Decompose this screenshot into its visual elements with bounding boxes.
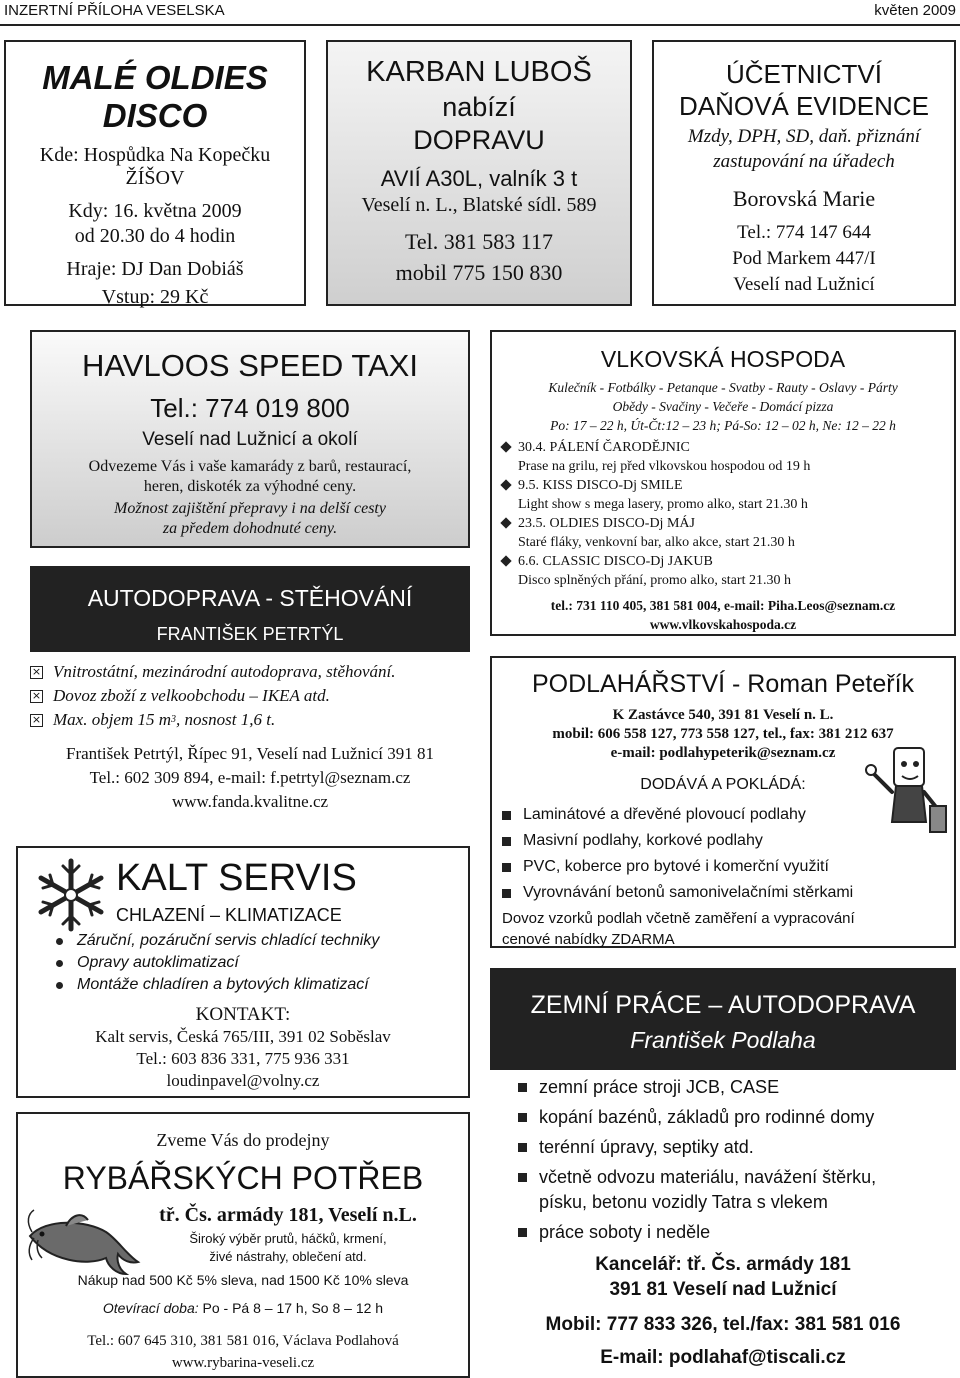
pub-event-3-title: 23.5. OLDIES DISCO-Dj MÁJ	[518, 516, 695, 531]
fish-hours: Po - Pá 8 – 17 h, So 8 – 12 h	[198, 1300, 384, 1316]
pub-event-4-desc: Disco splněných přání, promo alko, start 21.30 h	[518, 573, 791, 588]
kalt-title: KALT SERVIS	[116, 857, 357, 899]
fish-contact: Tel.: 607 645 310, 381 581 016, Václava Podlahová	[87, 1333, 399, 1349]
floor-note-1: Dovoz vzorků podlah včetně zaměření a vypracování	[502, 910, 855, 927]
square-bullet-icon	[502, 863, 511, 872]
square-bullet-icon	[518, 1113, 527, 1122]
accounting-tax: DAŇOVÁ EVIDENCE	[679, 91, 929, 121]
moving-address: František Petrtýl, Řípec 91, Veselí nad Lužnicí 391 81	[66, 744, 434, 763]
earth-title: ZEMNÍ PRÁCE – AUTODOPRAVA	[530, 991, 916, 1019]
bullet-icon	[56, 960, 63, 967]
fish-discount: Nákup nad 500 Kč 5% sleva, nad 1500 Kč 10% sleva	[77, 1272, 409, 1288]
earth-item-2: kopání bazénů, základů pro rodinné domy	[539, 1107, 875, 1127]
earth-item-3: terénní úpravy, septiky atd.	[539, 1137, 754, 1157]
floor-item-4: Vyrovnávání betonů samonivelačními stěrkami	[523, 884, 854, 901]
diamond-bullet-icon	[500, 555, 511, 566]
earth-city: 391 81 Veselí nad Lužnicí	[609, 1279, 837, 1300]
floor-supplies-label: DODÁVÁ A POKLÁDÁ:	[640, 776, 806, 793]
pub-event-2-desc: Light show s mega lasery, promo alko, start 21.30 h	[518, 497, 808, 512]
moving-item-2: Dovoz zboží z velkoobchodu – IKEA atd.	[53, 686, 330, 705]
diamond-bullet-icon	[500, 479, 511, 490]
ad-flooring	[490, 656, 956, 948]
fish-web: www.rybarina-veseli.cz	[171, 1355, 315, 1371]
fish-invite: Zveme Vás do prodejny	[156, 1130, 330, 1150]
bullet-icon	[56, 938, 63, 945]
karban-name: KARBAN LUBOŠ	[366, 56, 592, 88]
oldies-title-2: DISCO	[102, 97, 208, 134]
accounting-street: Pod Markem 447/I	[732, 248, 876, 269]
earth-office: Kancelář: tř. Čs. armády 181	[595, 1254, 851, 1275]
pub-web: www.vlkovskahospoda.cz	[649, 617, 797, 632]
ad-earthworks-header	[490, 968, 956, 1070]
fish-assortment-2: živé nástrahy, oblečení atd.	[209, 1249, 367, 1264]
pub-event-3-desc: Staré fláky, venkovní bar, alko akce, start 21.30 h	[518, 535, 795, 550]
karban-vehicle: AVIÍ A30L, valník 3 t	[380, 166, 578, 191]
ad-moving-body	[30, 660, 470, 826]
moving-item-3-sup: 3	[171, 714, 177, 725]
snowflake-icon	[32, 856, 110, 934]
earth-item-1: zemní práce stroji JCB, CASE	[539, 1077, 780, 1097]
earth-items	[518, 1074, 948, 1245]
floor-item-2: Masivní podlahy, korkové podlahy	[523, 832, 763, 849]
taxi-note-1: Možnost zajištění přepravy i na delší cesty	[114, 500, 386, 517]
checkbox-icon: ×	[31, 664, 42, 678]
kalt-item-1: Záruční, pozáruční servis chladící techniky	[77, 932, 380, 949]
karban-phone: Tel. 381 583 117	[405, 229, 553, 254]
accounting-city: Veselí nad Lužnicí	[733, 274, 875, 295]
ad-vlkovska-hospoda	[490, 330, 956, 636]
square-bullet-icon	[518, 1228, 527, 1237]
header-rule	[0, 24, 960, 26]
pub-services-2: Obědy - Svačiny - Večeře - Domácí pizza	[612, 399, 834, 414]
karban-mobile: mobil 775 150 830	[395, 260, 563, 285]
moving-contact: Tel.: 602 309 894, e-mail: f.petrtyl@seznam.cz	[89, 768, 411, 787]
kalt-item-3: Montáže chladíren a bytových klimatizací	[77, 976, 369, 993]
pub-event-2-title: 9.5. KISS DISCO-Dj SMILE	[518, 478, 683, 493]
taxi-area: Veselí nad Lužnicí a okolí	[142, 429, 358, 450]
kalt-item-2: Opravy autoklimatizací	[77, 954, 239, 971]
pub-services-1: Kulečník - Fotbálky - Petanque - Svatby - Rauty - Oslavy - Párty	[548, 380, 898, 395]
taxi-note-2: za předem dohodnuté ceny.	[162, 520, 338, 537]
earth-item-4-cont: písku, betonu vozidly Tatra s vlekem	[539, 1192, 828, 1212]
diamond-bullet-icon	[500, 441, 511, 452]
pub-contact: tel.: 731 110 405, 381 581 004, e-mail: Piha.Leos@seznam.cz	[550, 598, 896, 613]
karban-address: Veselí n. L., Blatské sídl. 589	[361, 194, 597, 216]
diamond-bullet-icon	[500, 517, 511, 528]
square-bullet-icon	[502, 889, 511, 898]
earth-email: E-mail: podlahaf@tiscali.cz	[600, 1347, 846, 1368]
kalt-email: loudinpavel@volny.cz	[166, 1071, 320, 1090]
issue-date: květen 2009	[874, 2, 956, 19]
accounting-title: ÚČETNICTVÍ	[726, 59, 882, 89]
fish-hours-label: Otevírací doba:	[102, 1300, 199, 1316]
earth-item-4: včetně odvozu materiálu, navážení štěrku,	[539, 1167, 877, 1187]
moving-item-1: Vnitrostátní, mezinárodní autodoprava, stěhování.	[53, 662, 396, 681]
floor-title: PODLAHÁŘSTVÍ - Roman Peteřík	[531, 670, 915, 698]
accounting-name: Borovská Marie	[732, 186, 876, 211]
ad-oldies-disco	[4, 40, 306, 306]
checkbox-icon: ×	[31, 688, 42, 702]
oldies-date: Kdy: 16. května 2009	[68, 200, 242, 222]
pub-event-1-desc: Prase na grilu, rej před vlkovskou hospodou od 19 h	[518, 459, 811, 474]
moving-title: AUTODOPRAVA - STĚHOVÁNÍ	[87, 585, 413, 611]
bullet-icon	[56, 982, 63, 989]
supplement-title: INZERTNÍ PŘÍLOHA VESELSKA	[4, 2, 225, 19]
moving-item-3-rest: , nosnost 1,6 t.	[176, 710, 276, 729]
oldies-entry: Vstup: 29 Kč	[101, 286, 209, 308]
taxi-desc-2: heren, diskoték za výhodné ceny.	[143, 478, 357, 495]
floor-worker-icon	[864, 742, 950, 834]
pub-opening-hours: Po: 17 – 22 h, Út-Čt:12 – 23 h; Pá-So: 12 – 02 h, Ne: 12 – 22 h	[550, 418, 896, 433]
square-bullet-icon	[502, 811, 511, 820]
floor-note-2: cenové nabídky ZDARMA	[502, 931, 675, 948]
ad-taxi	[30, 330, 470, 548]
fish-assortment-1: Široký výběr prutů, háčků, krmení,	[189, 1231, 387, 1246]
oldies-dj: Hraje: DJ Dan Dobiáš	[66, 258, 244, 280]
square-bullet-icon	[518, 1173, 527, 1182]
taxi-desc-1: Odvezeme Vás i vaše kamarády z barů, restaurací,	[88, 458, 412, 475]
moving-owner: FRANTIŠEK PETRTÝL	[156, 624, 344, 644]
earth-owner: František Podlaha	[630, 1027, 816, 1053]
ad-moving-header	[30, 566, 470, 652]
ad-kalt-servis	[16, 846, 470, 1098]
square-bullet-icon	[518, 1083, 527, 1092]
moving-web: www.fanda.kvalitne.cz	[171, 792, 329, 811]
kalt-contact-label: KONTAKT:	[195, 1004, 291, 1025]
oldies-place: Kde: Hospůdka Na Kopečku	[39, 144, 271, 166]
kalt-phone: Tel.: 603 836 331, 775 936 331	[136, 1049, 350, 1068]
oldies-title-1: MALÉ OLDIES	[42, 59, 268, 96]
taxi-title: HAVLOOS SPEED TAXI	[82, 348, 418, 383]
taxi-phone: Tel.: 774 019 800	[150, 393, 350, 423]
ad-fishing-shop	[16, 1112, 470, 1378]
floor-email: e-mail: podlahypeterik@seznam.cz	[610, 745, 836, 761]
earth-phones: Mobil: 777 833 326, tel./fax: 381 581 016	[545, 1314, 901, 1335]
fish-title: RYBÁŘSKÝCH POTŘEB	[62, 1160, 424, 1196]
pub-event-4-title: 6.6. CLASSIC DISCO-Dj JAKUB	[518, 554, 713, 569]
accounting-services: Mzdy, DPH, SD, daň. přiznání	[687, 126, 921, 147]
floor-item-3: PVC, koberce pro bytové i komerční využití	[523, 858, 829, 875]
ad-accounting	[652, 40, 956, 306]
pub-event-1-title: 30.4. PÁLENÍ ČARODĚJNIC	[518, 440, 690, 455]
pub-title: VLKOVSKÁ HOSPODA	[600, 346, 846, 372]
accounting-phone: Tel.: 774 147 644	[737, 222, 871, 243]
checkbox-icon: ×	[31, 712, 42, 726]
oldies-village: ŽÍŠOV	[125, 167, 185, 189]
ad-karban-transport	[326, 40, 632, 306]
kalt-address: Kalt servis, Česká 765/III, 391 02 Soběslav	[95, 1027, 391, 1046]
karban-transport: DOPRAVU	[413, 125, 545, 155]
square-bullet-icon	[502, 837, 511, 846]
fish-address: tř. Čs. armády 181, Veselí n.L.	[159, 1204, 417, 1226]
moving-item-3: Max. objem 15 m	[53, 710, 172, 729]
floor-address: K Zastávce 540, 391 81 Veselí n. L.	[612, 707, 834, 723]
oldies-time: od 20.30 do 4 hodin	[74, 225, 236, 247]
karban-offers: nabízí	[442, 92, 516, 122]
floor-phones: mobil: 606 558 127, 773 558 127, tel., fax: 381 212 637	[552, 726, 894, 742]
earth-item-5: práce soboty i neděle	[539, 1222, 711, 1242]
floor-item-1: Laminátové a dřevěné plovoucí podlahy	[523, 806, 806, 823]
square-bullet-icon	[518, 1143, 527, 1152]
accounting-representation: zastupování na úřadech	[713, 151, 895, 172]
kalt-subtitle: CHLAZENÍ – KLIMATIZACE	[116, 905, 342, 925]
